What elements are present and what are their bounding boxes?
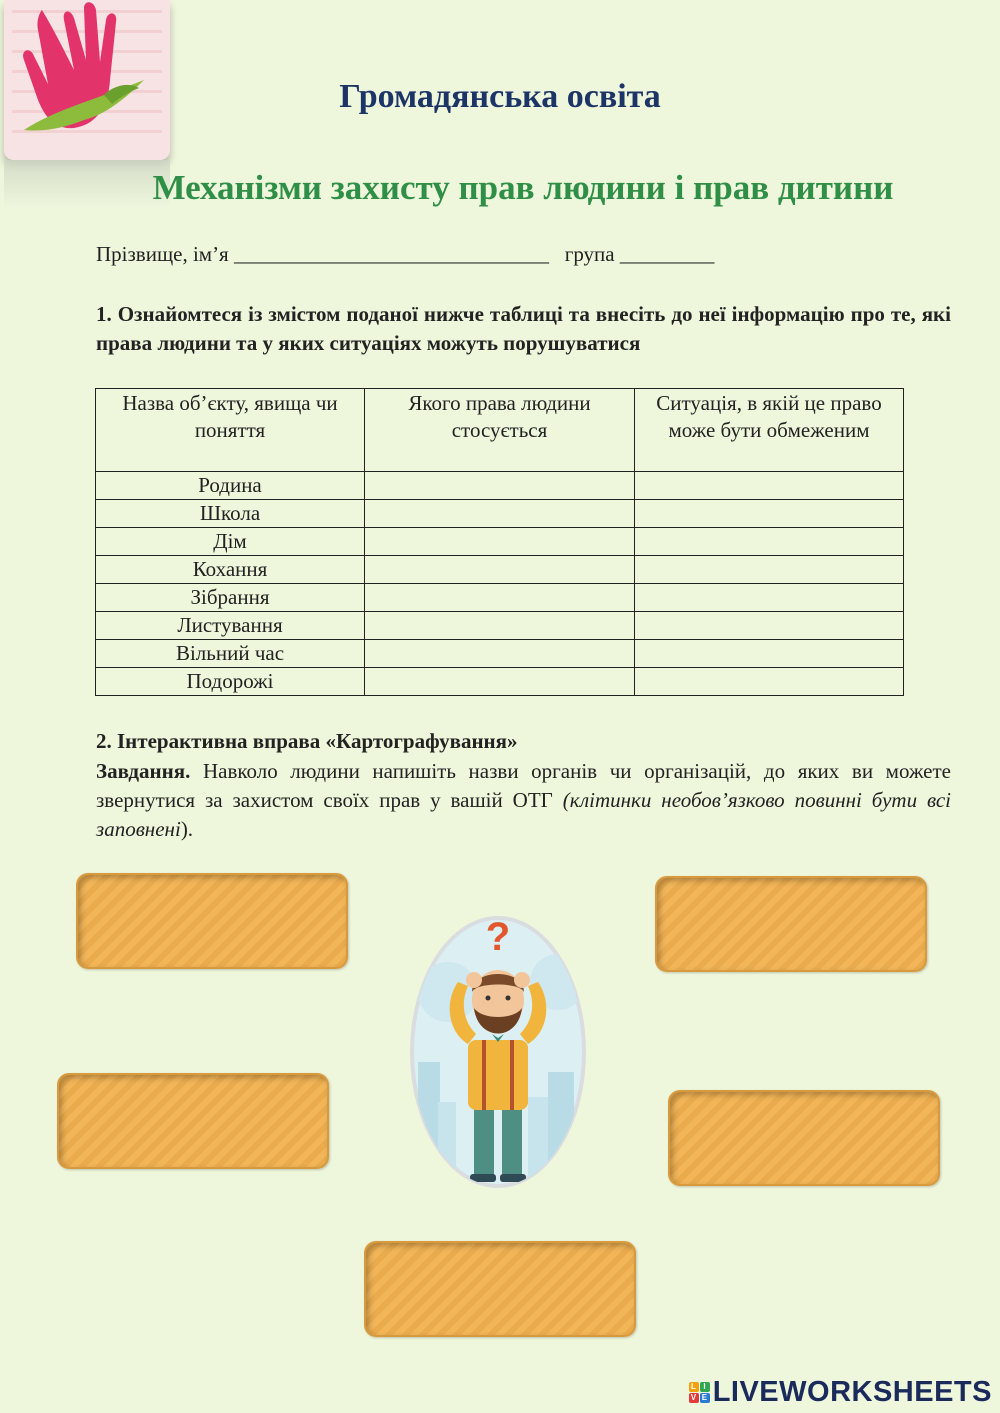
- task2-instructions: [96, 757, 951, 844]
- table-row: [96, 640, 904, 668]
- answer-cell-situation[interactable]: [635, 640, 904, 668]
- brand-letter: E: [700, 1393, 710, 1403]
- table-row: [96, 668, 904, 696]
- row-label: Дім: [96, 528, 365, 556]
- task-end: ).: [180, 817, 194, 841]
- answer-cell-situation[interactable]: [635, 556, 904, 584]
- answer-cell-right[interactable]: [365, 668, 635, 696]
- brand-letter: V: [689, 1393, 699, 1403]
- table-row: [96, 500, 904, 528]
- answer-cell-situation[interactable]: [635, 528, 904, 556]
- brand-mark-icon: [689, 1382, 710, 1403]
- page-title: Механізми захисту прав людини і прав дитини: [152, 168, 894, 207]
- question-mark: ?: [485, 915, 511, 959]
- row-label: Кохання: [96, 556, 365, 584]
- row-label: Зібрання: [96, 584, 365, 612]
- task1-instructions: 1. Ознайомтеся із змістом поданої нижче таблиці та внесіть до неї інформацію про те, які права людини та у яких ситуаціях можуть порушуватися: [96, 302, 951, 355]
- column-header: Ситуація, в якій це право може бути обмеженим: [635, 389, 904, 472]
- answer-cell-right[interactable]: [365, 584, 635, 612]
- group-field[interactable]: _________: [619, 242, 715, 266]
- liveworksheets-brand: [689, 1376, 992, 1409]
- answer-cell-situation[interactable]: [635, 612, 904, 640]
- answer-box-bottom[interactable]: [364, 1241, 636, 1337]
- row-label: Вільний час: [96, 640, 365, 668]
- table-row: [96, 472, 904, 500]
- table-row: [96, 584, 904, 612]
- answer-cell-right[interactable]: [365, 640, 635, 668]
- task-text: Навколо людини напишіть назви органів чи організацій, до яких ви можете звернутися за захистом своїх прав у вашій ОТГ: [96, 759, 951, 812]
- row-label: Родина: [96, 472, 365, 500]
- answer-cell-situation[interactable]: [635, 472, 904, 500]
- answer-cell-right[interactable]: [365, 556, 635, 584]
- table-row: [96, 556, 904, 584]
- answer-box-middle-left[interactable]: [57, 1073, 329, 1169]
- answer-cell-situation[interactable]: [635, 668, 904, 696]
- brand-letter: I: [700, 1382, 710, 1392]
- row-label: Подорожі: [96, 668, 365, 696]
- name-field[interactable]: ______________________________: [233, 242, 549, 266]
- task-note: (клітинки необов’язково повинні бути всі заповнені: [96, 788, 951, 841]
- answer-cell-situation[interactable]: [635, 500, 904, 528]
- answer-cell-right[interactable]: [365, 500, 635, 528]
- table-row: [96, 528, 904, 556]
- brand-name: LIVEWORKSHEETS: [712, 1376, 992, 1408]
- answer-box-middle-right[interactable]: [668, 1090, 940, 1186]
- task2-heading: 2. Інтерактивна вправа «Картографування»: [96, 729, 518, 753]
- group-label: група: [564, 242, 615, 266]
- name-label: Прізвище, ім’я: [96, 242, 229, 266]
- row-label: Листування: [96, 612, 365, 640]
- answer-cell-right[interactable]: [365, 528, 635, 556]
- table-row: [96, 612, 904, 640]
- column-header: Якого права людини стосується: [365, 389, 635, 472]
- answer-cell-situation[interactable]: [635, 584, 904, 612]
- task-label: Завдання.: [96, 759, 191, 783]
- rights-table: [95, 388, 904, 696]
- table-header-row: [96, 389, 904, 472]
- answer-cell-right[interactable]: [365, 472, 635, 500]
- subject-title: Громадянська освіта: [339, 78, 661, 115]
- column-header: Назва об’єкту, явища чи поняття: [96, 389, 365, 472]
- answer-box-top-left[interactable]: [76, 873, 348, 969]
- answer-cell-right[interactable]: [365, 612, 635, 640]
- answer-box-top-right[interactable]: [655, 876, 927, 972]
- confused-person-icon: [408, 912, 588, 1192]
- brand-letter: L: [689, 1382, 699, 1392]
- row-label: Школа: [96, 500, 365, 528]
- student-info-line: [96, 242, 714, 267]
